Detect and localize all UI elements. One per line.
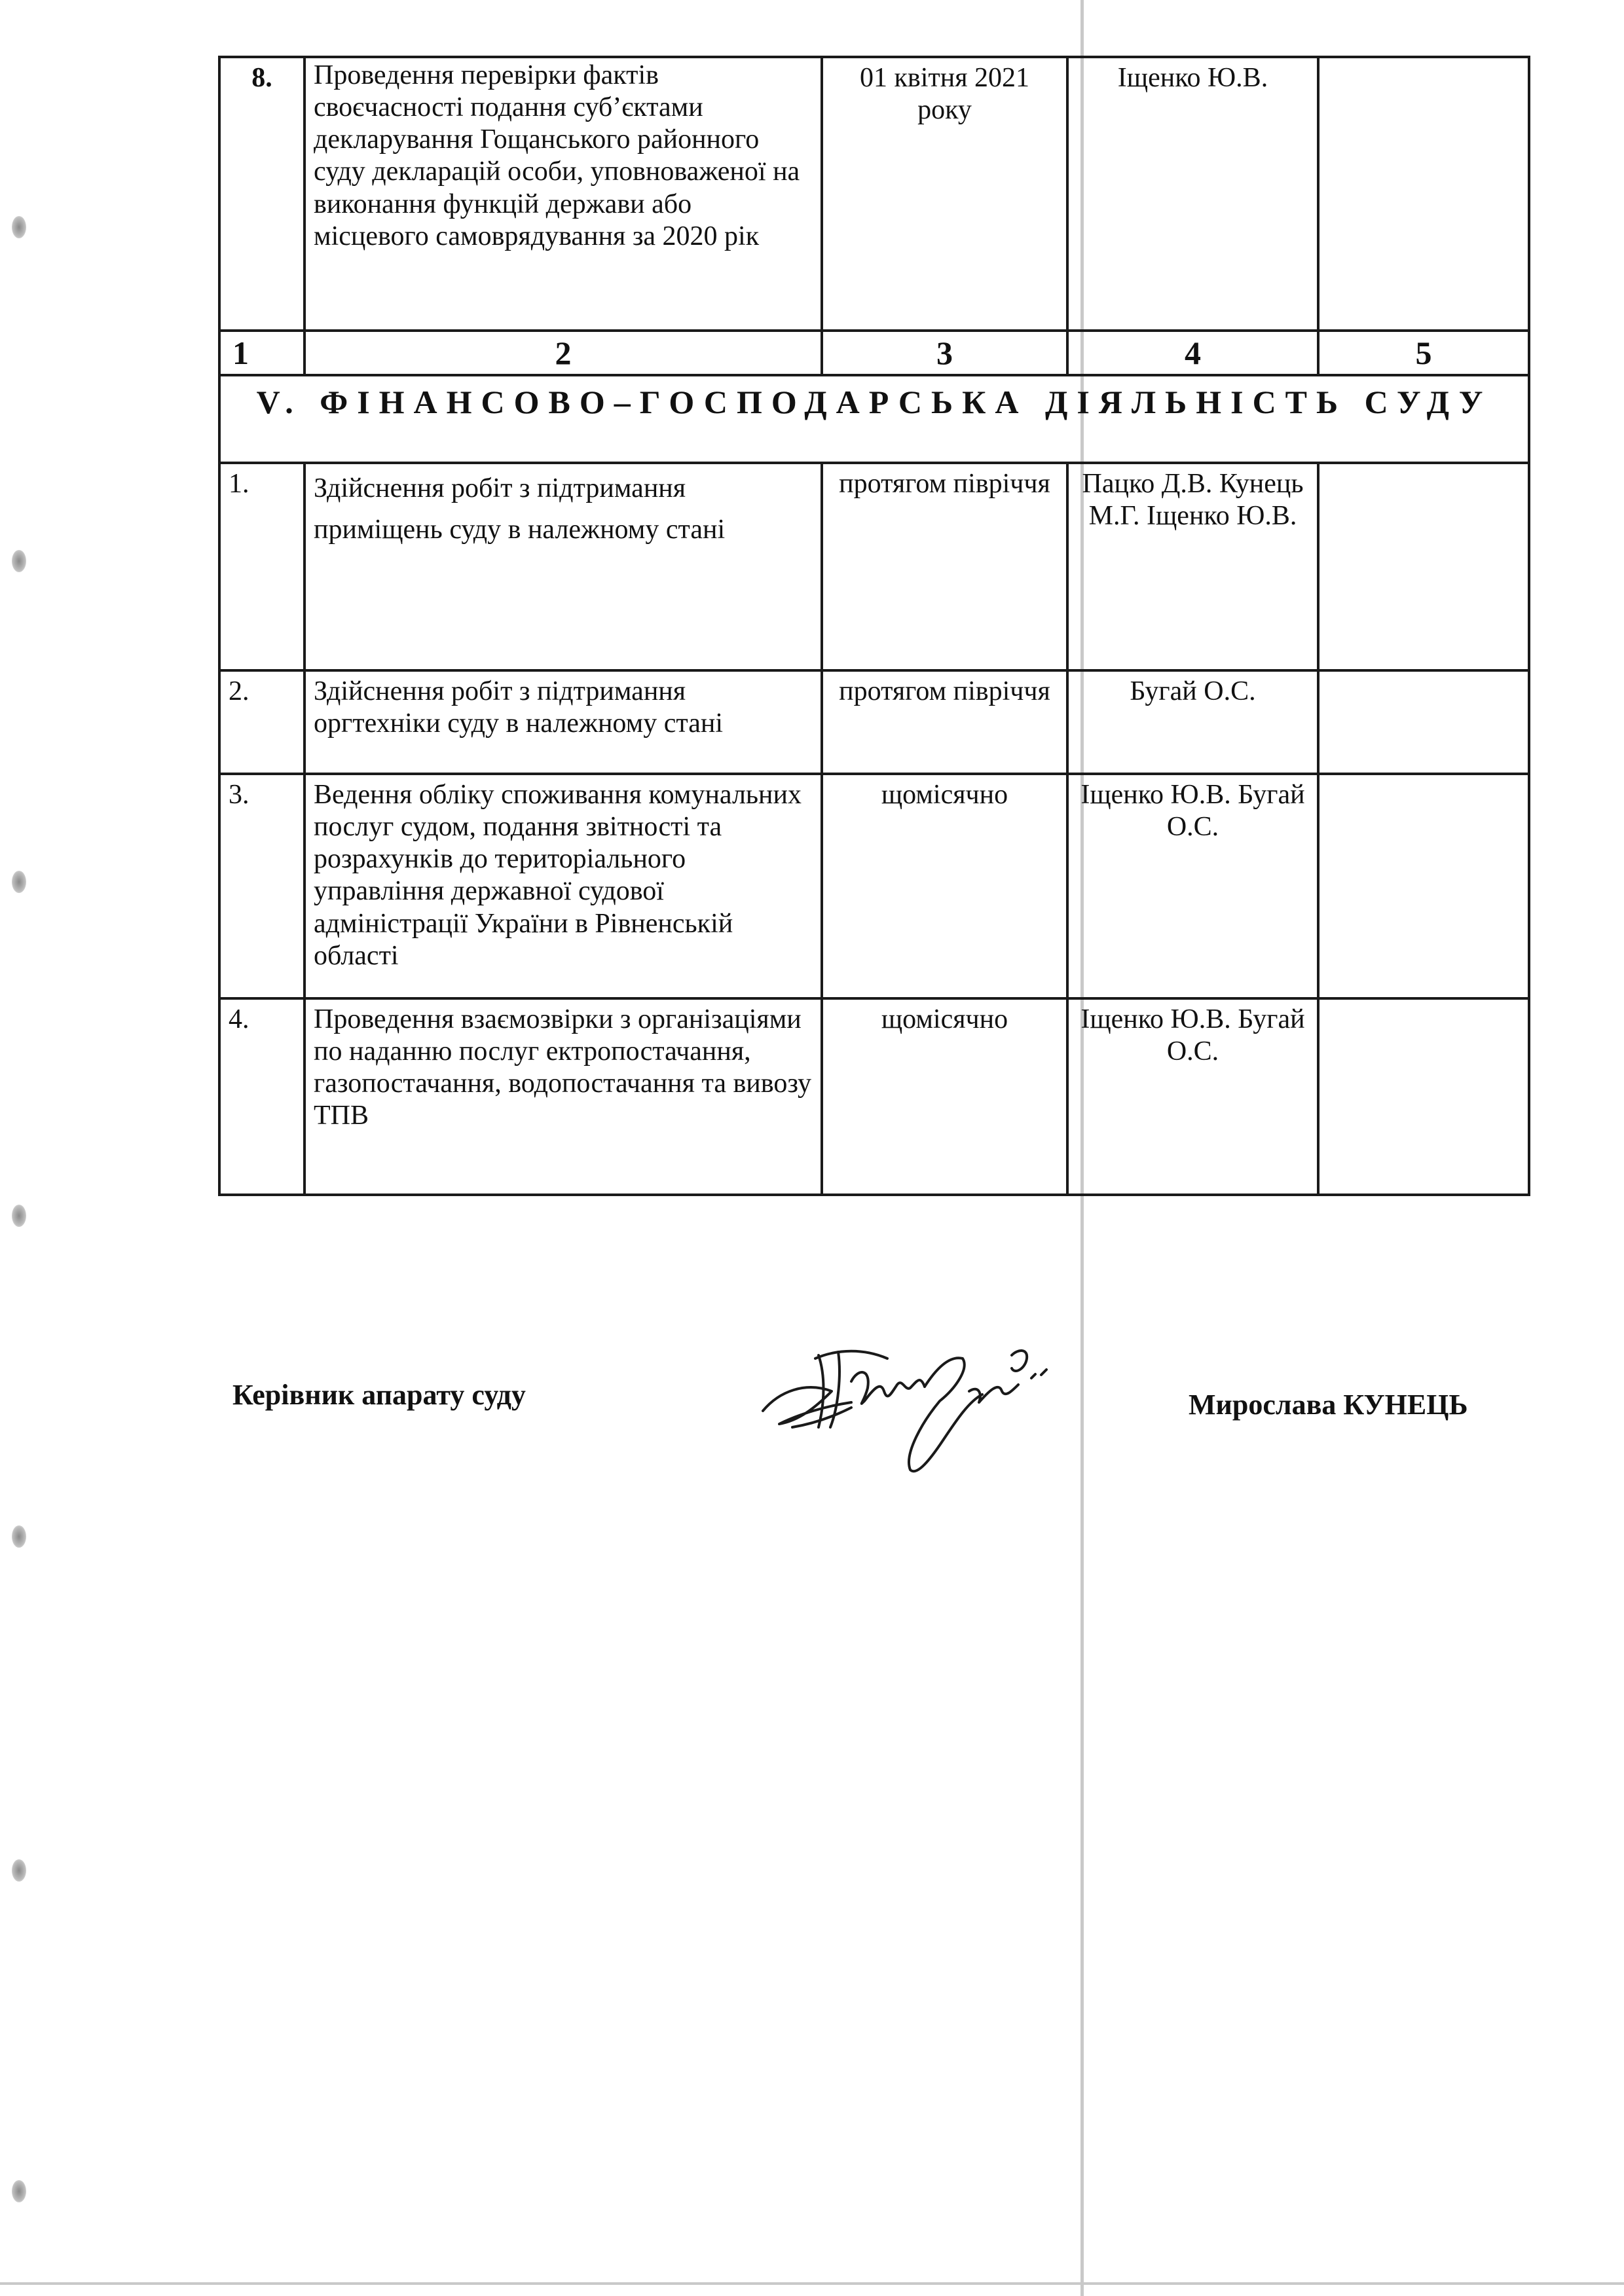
- responsible-cell: Бугай О.С.: [1067, 670, 1318, 774]
- binding-hole-mark: [12, 1205, 26, 1227]
- term-cell: 01 квітня 2021 року: [822, 57, 1067, 331]
- note-cell: [1318, 998, 1529, 1195]
- task-cell: Здійснення робіт з підтримання приміщень суду в належному стані: [304, 463, 822, 670]
- column-number: 1: [219, 331, 304, 375]
- task-cell: Проведення взаємозвірки з організаціями по наданню послуг ектропостачання, газопостачання, водопостачання та вивозу ТПВ: [304, 998, 822, 1195]
- binding-hole-mark: [12, 550, 26, 572]
- signatory-name: Мирослава КУНЕЦЬ: [1189, 1389, 1468, 1421]
- column-number: 4: [1067, 331, 1318, 375]
- term-cell: щомісячно: [822, 998, 1067, 1195]
- row-number: 4.: [219, 998, 304, 1195]
- task-cell: Проведення перевірки фактів своєчасності подання суб’єктами декларування Гощанського районного суду декларацій особи, уповноваженої на виконання функцій держави або місцевого самоврядування за 2020 рік: [304, 57, 822, 331]
- note-cell: [1318, 57, 1529, 331]
- scan-bottom-edge: [0, 2282, 1624, 2285]
- task-cell: Ведення обліку споживання комунальних послуг судом, подання звітності та розрахунків до територіального управління державної судової адміністрації України в Рівненській області: [304, 774, 822, 998]
- column-number: 3: [822, 331, 1067, 375]
- binding-hole-mark: [12, 1859, 26, 1882]
- section-title-row: [219, 375, 1529, 463]
- signatory-position: Керівник апарату суду: [232, 1379, 526, 1411]
- term-cell: протягом півріччя: [822, 463, 1067, 670]
- binding-hole-mark: [12, 1525, 26, 1548]
- note-cell: [1318, 463, 1529, 670]
- binding-hole-mark: [12, 2180, 26, 2202]
- work-plan-table: [218, 56, 1530, 1196]
- handwritten-signature: [753, 1329, 1067, 1486]
- section-title: V. ФІНАНСОВО–ГОСПОДАРСЬКА ДІЯЛЬНІСТЬ СУДУ: [219, 375, 1529, 463]
- responsible-cell: Іщенко Ю.В.: [1067, 57, 1318, 331]
- table-row: [219, 463, 1529, 670]
- note-cell: [1318, 670, 1529, 774]
- note-cell: [1318, 774, 1529, 998]
- row-number: 2.: [219, 670, 304, 774]
- responsible-cell: Іщенко Ю.В. Бугай О.С.: [1067, 774, 1318, 998]
- task-cell: Здійснення робіт з підтримання оргтехніки суду в належному стані: [304, 670, 822, 774]
- row-number: 3.: [219, 774, 304, 998]
- column-number: 5: [1318, 331, 1529, 375]
- binding-hole-mark: [12, 871, 26, 893]
- table-row: [219, 57, 1529, 331]
- responsible-cell: Пацко Д.В. Кунець М.Г. Іщенко Ю.В.: [1067, 463, 1318, 670]
- table-row: [219, 998, 1529, 1195]
- column-numbers-row: [219, 331, 1529, 375]
- term-cell: протягом півріччя: [822, 670, 1067, 774]
- table-row: [219, 774, 1529, 998]
- row-number: 1.: [219, 463, 304, 670]
- row-number: 8.: [219, 57, 304, 331]
- column-number: 2: [304, 331, 822, 375]
- responsible-cell: Іщенко Ю.В. Бугай О.С.: [1067, 998, 1318, 1195]
- term-cell: щомісячно: [822, 774, 1067, 998]
- table-row: [219, 670, 1529, 774]
- binding-hole-mark: [12, 216, 26, 238]
